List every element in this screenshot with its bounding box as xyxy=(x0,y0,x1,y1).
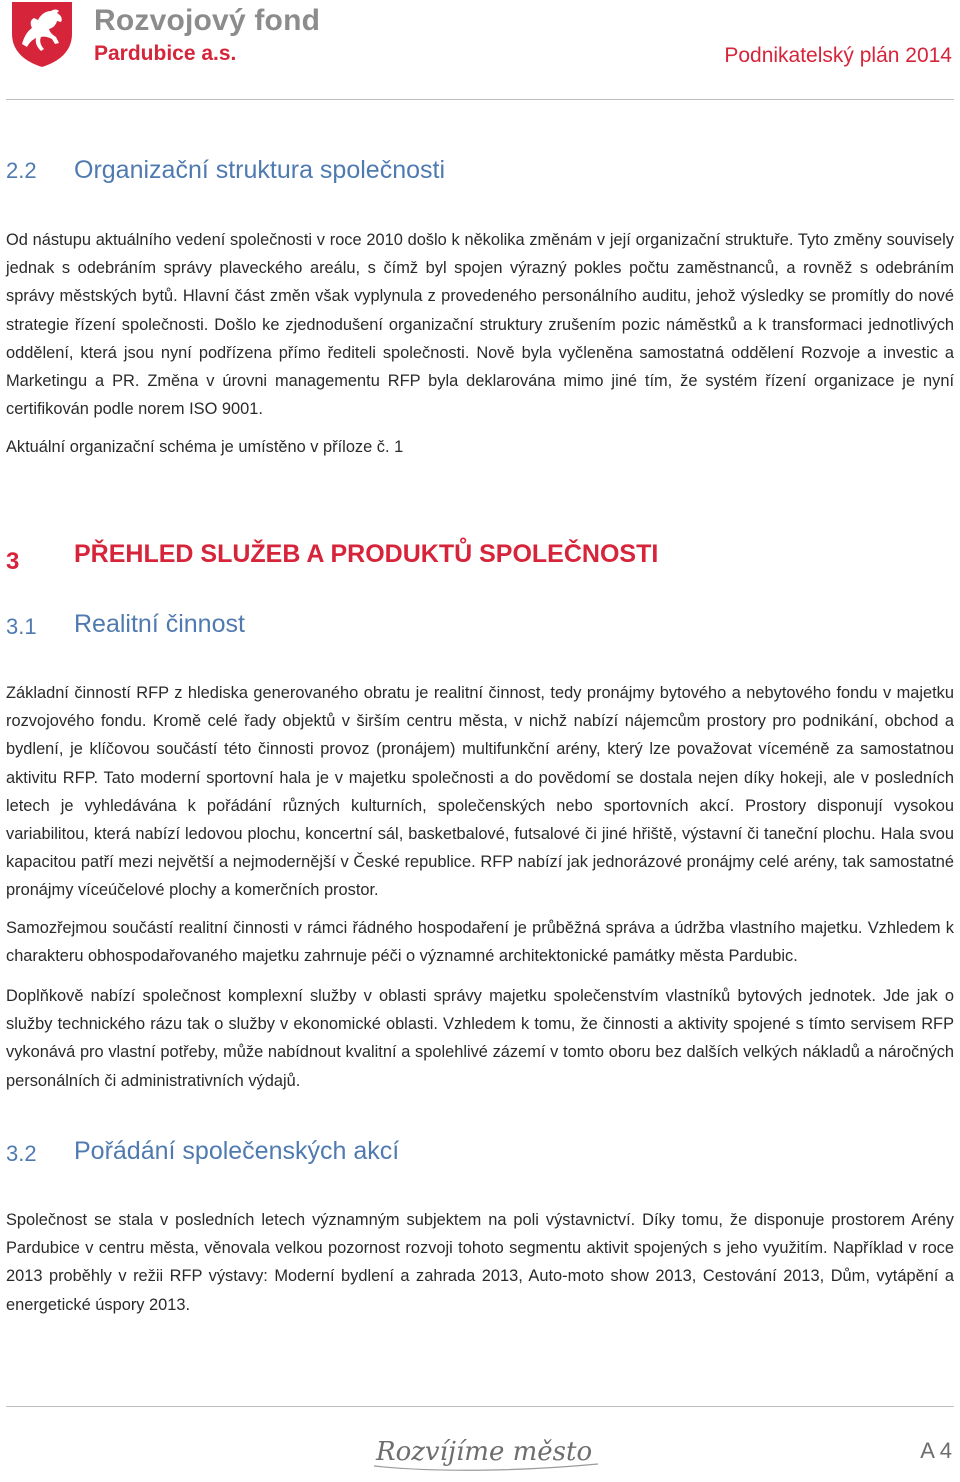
brand-subtitle: Pardubice a.s. xyxy=(94,42,237,65)
header-divider xyxy=(6,99,954,100)
section-number: 3.2 xyxy=(6,1141,37,1166)
page-header xyxy=(0,0,960,100)
paragraph: Základní činností RFP z hlediska generovaného obratu je realitní činnost, tedy pronájmy bytového a nebytového fondu v majetku rozvojového fondu. Kromě celé řady objektů v širším centru města, v nichž nabízí nájemcům prostory pro podnikání, obchod a bydlení, je klíčovou součástí této činnosti provoz (pronájem) multifunkční arény, který lze považovat víceméně za samostatnou aktivitu RFP. Tato moderní sportovní hala je v majetku společnosti a do povědomí se dostala nejen díky hokeji, ale v posledních letech je vyhledávána k pořádání různých kulturních, společenských nebo sportovních akcí. Prostory disponují vysokou variabilitou, která nabízí ledovou plochu, koncertní sál, basketbalové, futsalové či jiné hřiště, výstavní či taneční plochu. Hala svou kapacitou patří mezi největší a nejmodernější v České republice. RFP nabízí jak jednorázové pronájmy celé arény, tak samostatné pronájmy víceúčelové plochy a komerčních prostor. xyxy=(6,684,954,900)
section-number: 3.1 xyxy=(6,614,37,639)
paragraph: Doplňkově nabízí společnost komplexní služby v oblasti správy majetku společenstvím vlastníků bytových jednotek. Jde jak o služby technického rázu tak o služby v ekonomické oblasti. Vzhledem k tomu, že činnosti a aktivity spojené s tímto servisem RFP vykonává pro vlastní potřeby, může nabídnout kvalitní a spolehlivé zázemí v tomto oboru bez dalších velkých nákladů a náročných personálních či administrativních výdajů. xyxy=(6,987,954,1090)
horse-shield-icon xyxy=(8,0,76,68)
paragraph: Společnost se stala v posledních letech významným subjektem na poli výstavnictví. Díky tomu, že disponuje prostorem Arény Pardubice v centru města, věnovala velkou pozornost rozvoji tohoto segmentu aktivit spojených s jeho využitím. Například v roce 2013 proběhly v režii RFP výstavy: Moderní bydlení a zahrada 2013, Auto-moto show 2013, Cestování 2013, Dům, vytápění a energetické úspory 2013. xyxy=(6,1211,954,1314)
section-title: Pořádání společenských akcí xyxy=(74,1137,400,1165)
slogan-signature xyxy=(372,1428,602,1474)
brand-name: Rozvojový fond xyxy=(94,4,321,37)
paragraph: Aktuální organizační schéma je umístěno v příloze č. 1 xyxy=(6,438,404,456)
chapter-title: PŘEHLED SLUŽEB A PRODUKTŮ SPOLEČNOSTI xyxy=(74,540,659,568)
paragraph: Samozřejmou součástí realitní činnosti v rámci řádného hospodaření je průběžná správa a údržba vlastního majetku. Vzhledem k charakteru obhospodařovaného majetku zahrnuje péči o významné architektonické památky města Pardubic. xyxy=(6,919,954,966)
document-title: Podnikatelský plán 2014 xyxy=(724,44,952,67)
section-number: 2.2 xyxy=(6,158,37,183)
section-title: Organizační struktura společnosti xyxy=(74,156,446,184)
chapter-number: 3 xyxy=(6,548,20,575)
page-number: A 4 xyxy=(920,1438,952,1463)
paragraph: Od nástupu aktuálního vedení společnosti v roce 2010 došlo k několika změnám v její organizační struktuře. Tyto změny souvisely jednak s odebráním správy plaveckého areálu, s čímž byl spojen výrazný pokles počtu zaměstnanců, a rovněž s odebráním správy městských bytů. Hlavní část změn však vyplynula z provedeného personálního auditu, jehož výsledky se promítly do nové strategie řízení společnosti. Došlo ke zjednodušení organizační struktury zrušením pozic náměstků a k transformaci jednotlivých oddělení, která jsou nyní podřízena přímo řediteli společnosti. Nově byla vyčleněna samostatná oddělení Rozvoje a investic a Marketingu a PR. Změna v úrovni managementu RFP byla deklarována mimo jiné tím, že systém řízení organizace je nyní certifikován podle norem ISO 9001. xyxy=(6,231,954,419)
section-title: Realitní činnost xyxy=(74,610,245,638)
footer-divider xyxy=(6,1406,954,1407)
slogan-text: Rozvíjíme město xyxy=(376,1437,593,1467)
